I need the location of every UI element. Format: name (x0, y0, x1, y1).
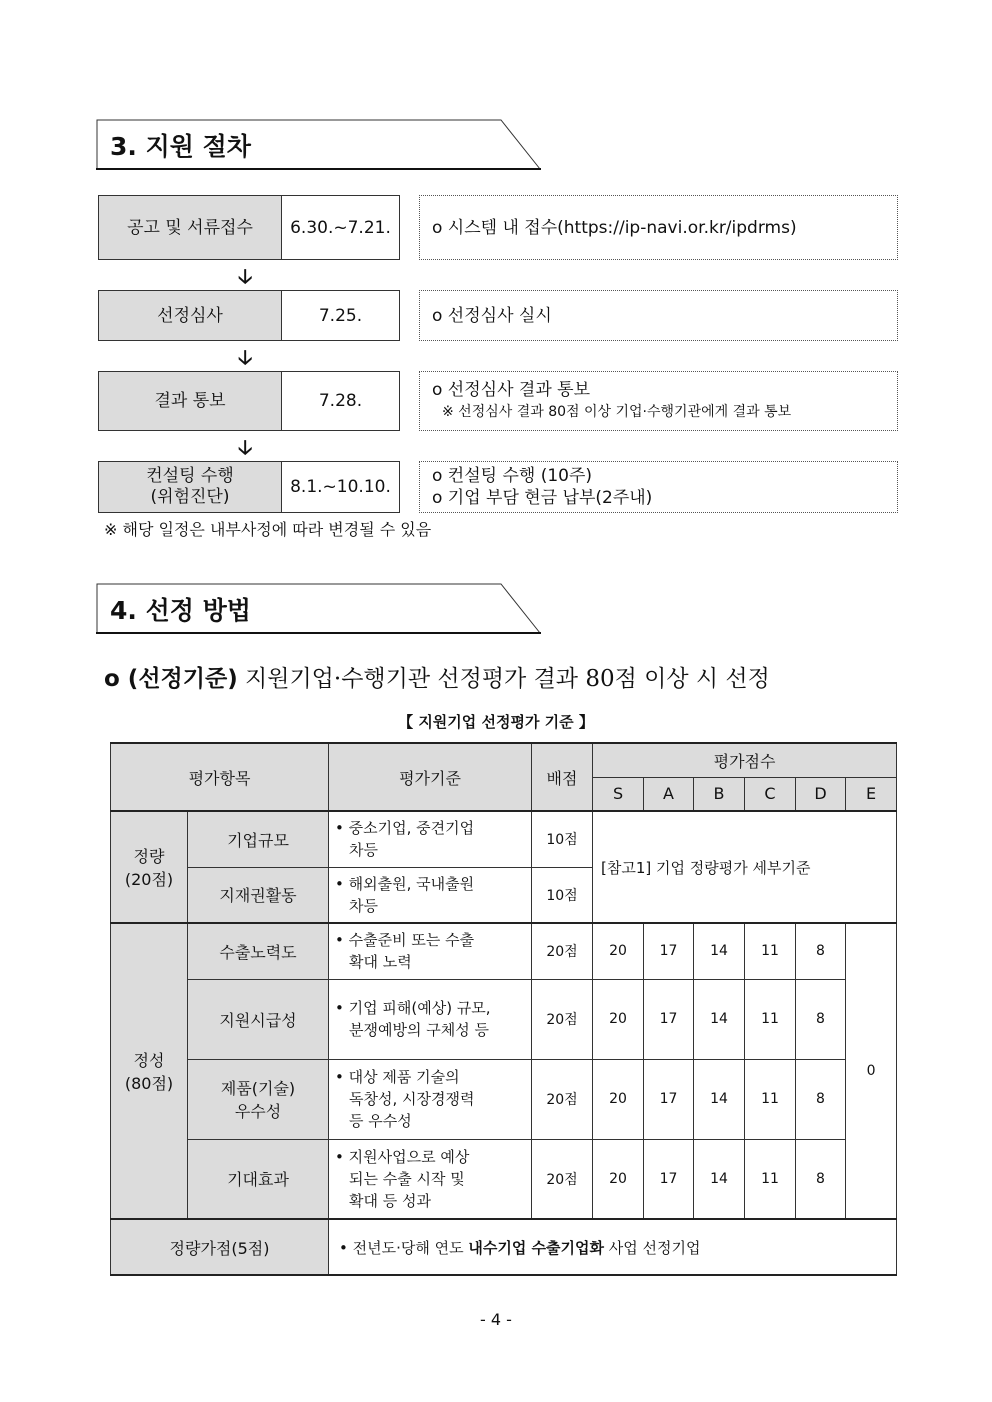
criteria-line: • 해외출원, 국내출원 (335, 874, 475, 893)
section3-title (96, 119, 541, 169)
step-desc-line: o 시스템 내 접수(https://ip-navi.or.kr/ipdrms) (432, 217, 797, 238)
bonus-criteria (329, 1219, 897, 1275)
item-name: 지재권활동 (188, 867, 329, 923)
section3-title-text: 3. 지원 절차 (110, 132, 251, 161)
criteria-line: 등 우수성 (349, 1112, 412, 1130)
down-arrow-icon: 🡣 (238, 345, 253, 369)
step-desc-line: o 기업 부담 현금 납부(2주내) (432, 488, 653, 508)
item-name-line: 우수성 (234, 1102, 282, 1121)
criteria-line: • 대상 제품 기술의 (335, 1068, 460, 1086)
bonus-text-bold: 내수기업 수출기업화 (468, 1238, 605, 1257)
criteria-text: 지원기업·수행기관 선정평가 결과 80점 이상 시 선정 (237, 666, 770, 692)
item-criteria (329, 811, 532, 867)
bonus-item: 정량가점(5점) (111, 1219, 329, 1275)
header-scores: 평가점수 (593, 743, 897, 777)
score-cell: 8 (796, 979, 846, 1059)
group-points: (80점) (124, 1074, 174, 1093)
step-desc-note: ※ 선정심사 결과 80점 이상 기업·수행기관에게 결과 통보 (442, 404, 792, 420)
step-name-line: 컨설팅 수행 (146, 466, 234, 486)
group-points: (20점) (124, 870, 174, 889)
criteria-label: o (선정기준) (104, 666, 238, 692)
score-cell: 17 (644, 1059, 694, 1139)
score-cell: 14 (694, 1139, 745, 1219)
step-date: 8.1.~10.10. (281, 461, 400, 513)
table-caption: 【 지원기업 선정평가 기준 】 (398, 713, 594, 731)
criteria-line: 되는 수출 시작 및 (349, 1169, 465, 1188)
item-criteria (329, 979, 532, 1059)
step-desc-line: o 선정심사 결과 통보 (432, 380, 590, 400)
score-cell: 17 (644, 979, 694, 1059)
header-criteria: 평가기준 (329, 743, 532, 811)
item-points: 20점 (532, 923, 593, 979)
group-label: 정량 (133, 847, 165, 866)
step-name: 공고 및 서류접수 (98, 195, 282, 260)
score-cell: 11 (745, 923, 796, 979)
step-desc-line: o 컨설팅 수행 (10주) (432, 466, 593, 486)
item-name: 지원시급성 (188, 979, 329, 1059)
evaluation-table (110, 742, 897, 1276)
score-cell: 20 (593, 1059, 644, 1139)
selection-criteria (104, 660, 770, 693)
score-cell: 14 (694, 923, 745, 979)
criteria-line: • 기업 피해(예상) 규모, (335, 999, 491, 1017)
step-name (98, 461, 282, 513)
criteria-line: • 지원사업으로 예상 (335, 1147, 470, 1166)
criteria-line: 차등 (349, 896, 378, 915)
criteria-line: 차등 (349, 841, 378, 860)
step-desc-line: o 선정심사 실시 (432, 305, 552, 326)
score-cell: 17 (644, 1139, 694, 1219)
item-points: 20점 (532, 1059, 593, 1139)
score-cell: 20 (593, 1139, 644, 1219)
criteria-line: • 수출준비 또는 수출 (335, 931, 475, 950)
item-points: 20점 (532, 1139, 593, 1219)
item-criteria (329, 867, 532, 923)
score-cell: 17 (644, 923, 694, 979)
score-cell: 20 (593, 923, 644, 979)
criteria-line: 확대 노력 (349, 953, 412, 972)
header-points: 배점 (532, 743, 593, 811)
schedule-note: ※ 해당 일정은 내부사정에 따라 변경될 수 있음 (104, 520, 432, 539)
quant-reference: [참고1] 기업 정량평가 세부기준 (593, 811, 897, 923)
step-name: 선정심사 (98, 290, 282, 341)
step-desc (419, 461, 898, 513)
grade-header: C (745, 777, 796, 811)
group-qual (111, 923, 188, 1219)
criteria-line: • 중소기업, 중견기업 (335, 819, 475, 838)
score-cell: 20 (593, 979, 644, 1059)
criteria-line: 확대 등 성과 (349, 1191, 432, 1210)
step-date: 6.30.~7.21. (281, 195, 400, 260)
item-criteria (329, 923, 532, 979)
score-cell: 14 (694, 1059, 745, 1139)
bonus-text: • 전년도·당해 연도 (339, 1238, 469, 1257)
grade-header: S (593, 777, 644, 811)
step-desc (419, 195, 898, 260)
score-cell: 8 (796, 923, 846, 979)
step-desc (419, 290, 898, 341)
step-date: 7.25. (281, 290, 400, 341)
step-name-line: (위험진단) (150, 487, 230, 507)
step-name: 결과 통보 (98, 371, 282, 431)
item-criteria (329, 1139, 532, 1219)
score-cell: 14 (694, 979, 745, 1059)
section4-title (96, 583, 541, 633)
step-date: 7.28. (281, 371, 400, 431)
down-arrow-icon: 🡣 (238, 435, 253, 459)
item-criteria (329, 1059, 532, 1139)
item-name-line: 제품(기술) (220, 1079, 296, 1098)
item-points: 10점 (532, 867, 593, 923)
grade-header: E (846, 777, 897, 811)
item-name: 기대효과 (188, 1139, 329, 1219)
down-arrow-icon: 🡣 (238, 264, 253, 288)
score-cell: 11 (745, 979, 796, 1059)
score-cell: 8 (796, 1059, 846, 1139)
criteria-line: 분쟁예방의 구체성 등 (349, 1021, 489, 1039)
item-points: 20점 (532, 979, 593, 1059)
step-desc (419, 371, 898, 431)
score-cell: 8 (796, 1139, 846, 1219)
grade-header: A (644, 777, 694, 811)
header-item: 평가항목 (111, 743, 329, 811)
criteria-line: 독창성, 시장경쟁력 (349, 1090, 475, 1108)
bonus-text: 사업 선정기업 (604, 1238, 701, 1257)
item-points: 10점 (532, 811, 593, 867)
score-cell: 11 (745, 1139, 796, 1219)
item-name: 수출노력도 (188, 923, 329, 979)
item-name (188, 1059, 329, 1139)
item-name: 기업규모 (188, 811, 329, 867)
section4-title-text: 4. 선정 방법 (110, 596, 251, 625)
page-number: - 4 - (480, 1310, 512, 1329)
score-e: 0 (846, 923, 897, 1219)
group-label: 정성 (133, 1051, 165, 1070)
grade-header: B (694, 777, 745, 811)
score-cell: 11 (745, 1059, 796, 1139)
grade-header: D (796, 777, 846, 811)
group-quant (111, 811, 188, 923)
